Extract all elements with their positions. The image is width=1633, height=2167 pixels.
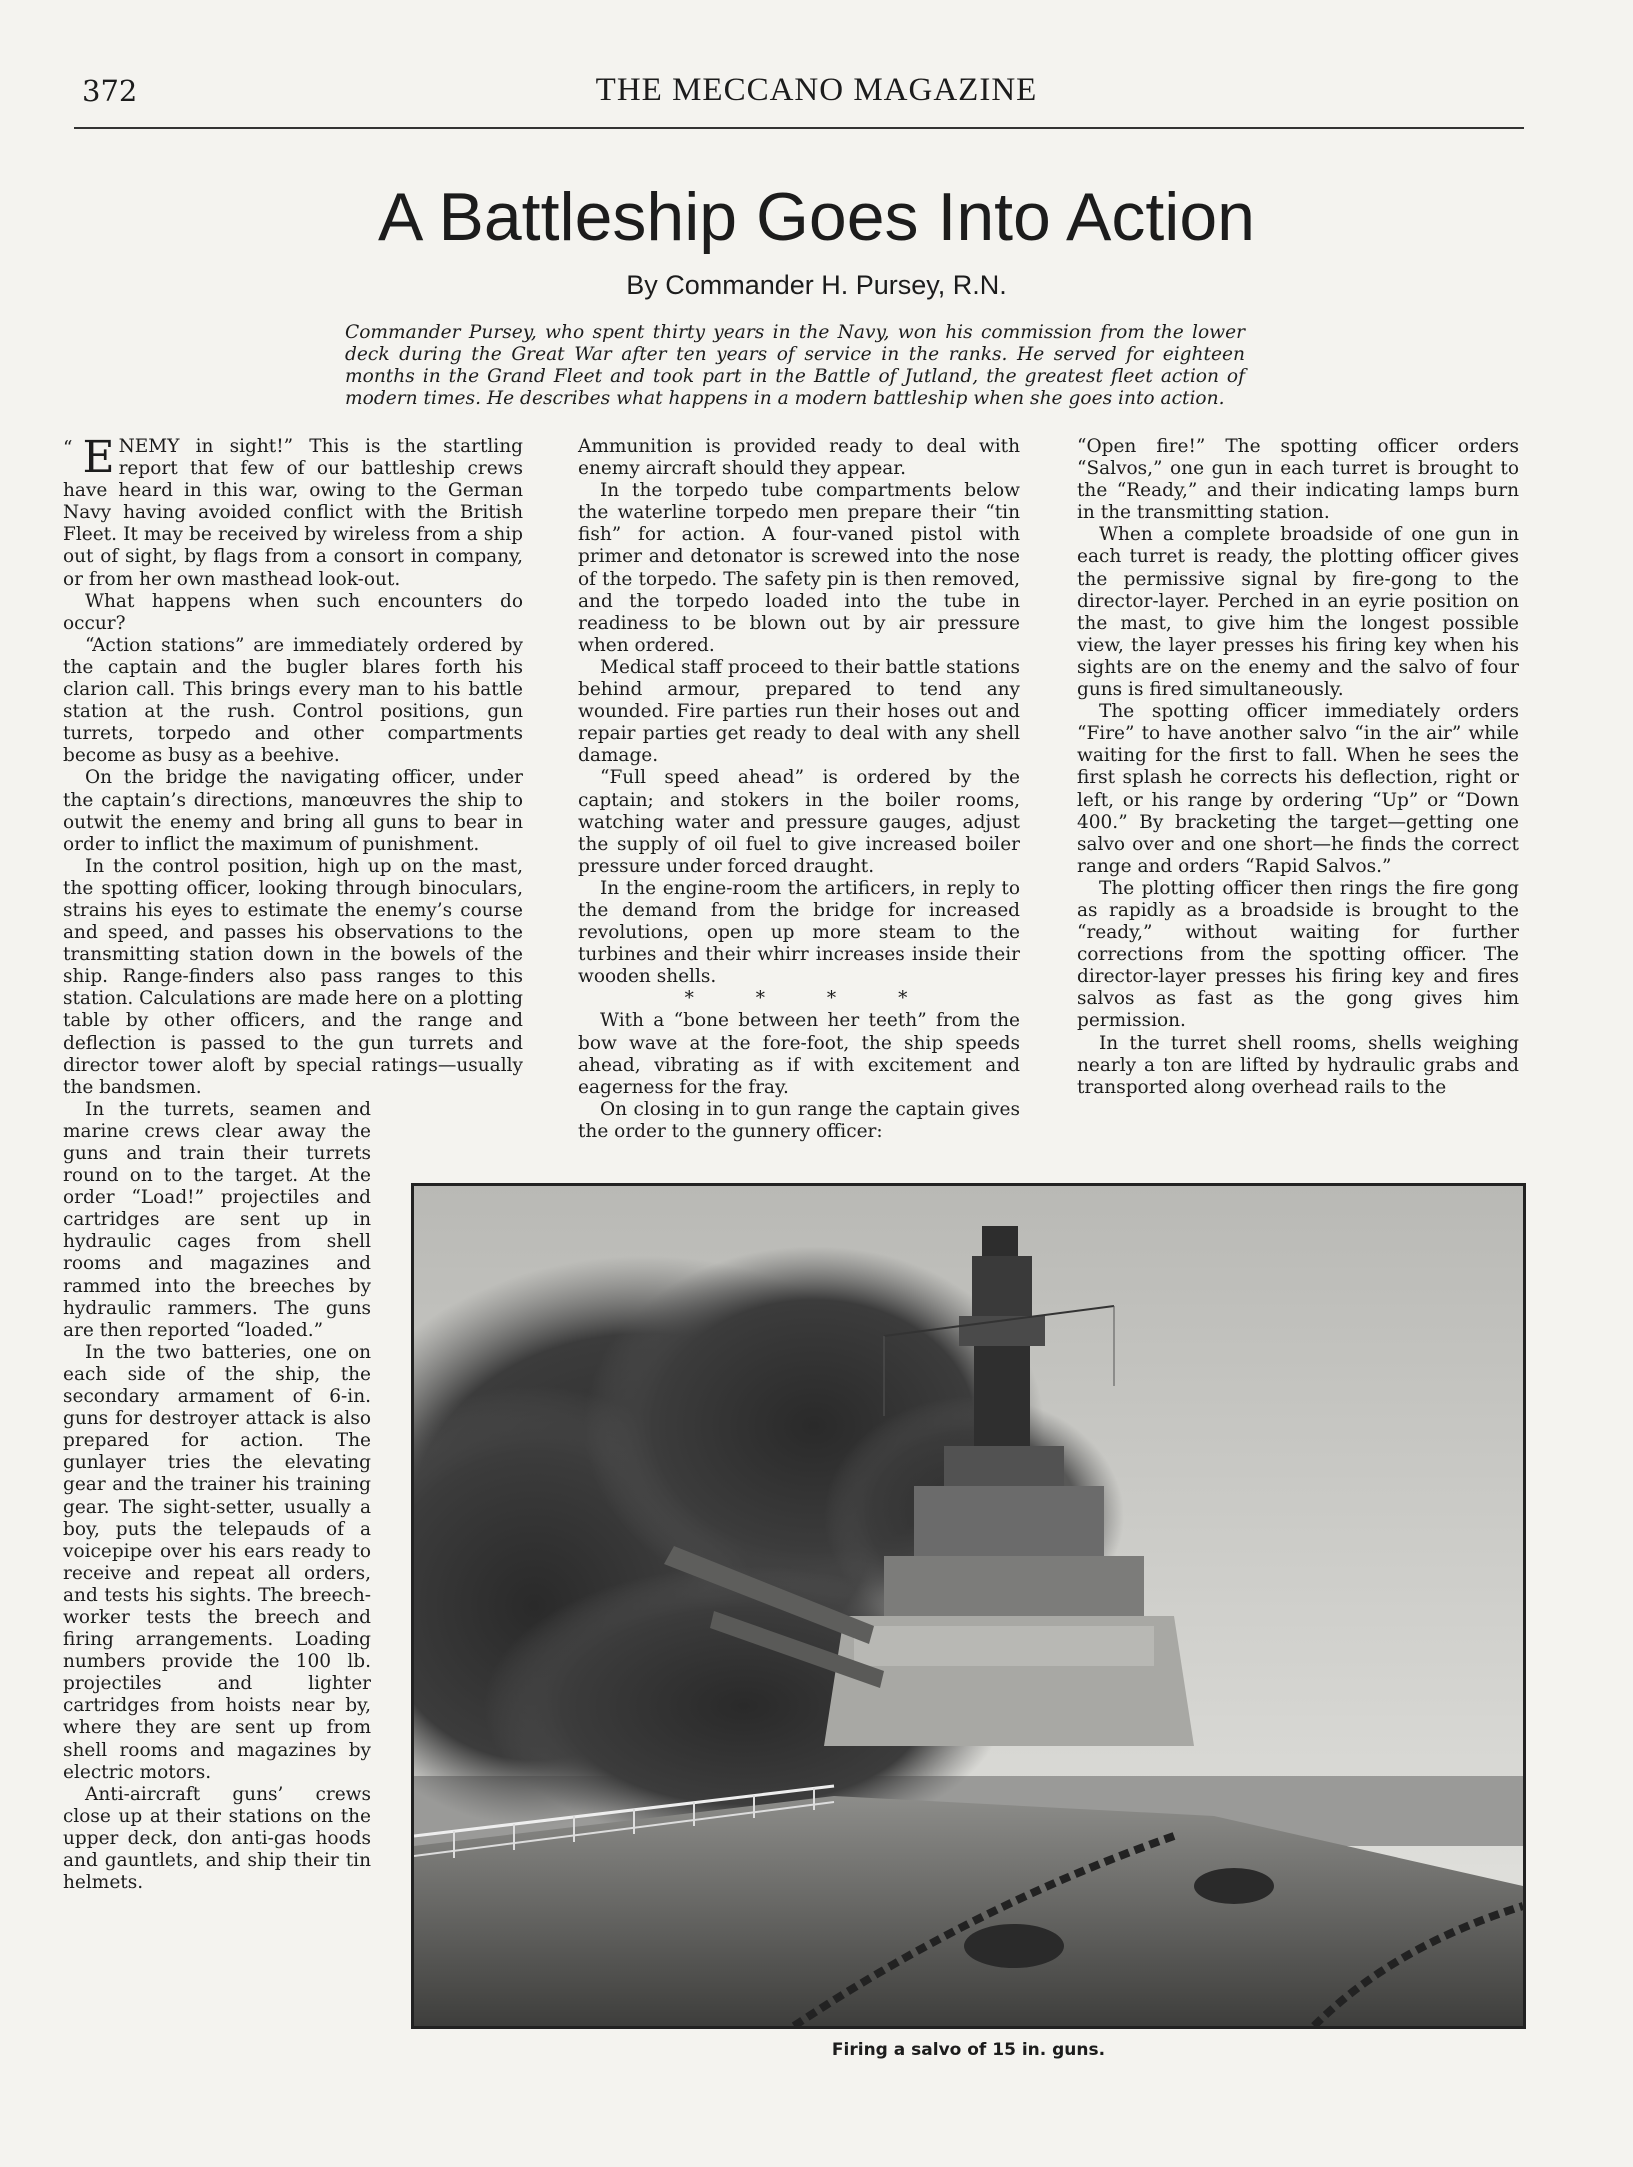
col2-paragraph-6: With a “bone between her teeth” from the bow wave at the fore-foot, the ship speeds ahead, vibrating as if with excitement and eagerness for the fray. bbox=[578, 1010, 1020, 1098]
battleship-photo bbox=[411, 1183, 1526, 2029]
col1-paragraph-8: Anti-aircraft guns’ crews close up at their stations on the upper deck, don anti-gas hoods and gauntlets, and ship their tin helmets. bbox=[63, 1783, 371, 1894]
col1-p1-text: NEMY in sight!” This is the startling report that few of our battleship crews have heard in this war, owing to the German Navy having avoided conflict with the British Fleet. It may be received by wireless from a ship out of sight, by flags from a consort in company, or from her own masthead look-out. bbox=[63, 436, 523, 590]
drop-cap: E bbox=[82, 432, 115, 483]
magazine-title: THE MECCANO MAGAZINE bbox=[595, 72, 1038, 108]
col1-paragraph-5: In the control position, high up on the mast, the spotting officer, looking through binoculars, strains his eyes to estimate the enemy’s course and speed, and passes his observations to the transmitting station down in the bowels of the ship. Range-finders also pass ranges to this station. Calculations are made here on a plotting table by other officers, and the range and deflection is passed to the gun turrets and director tower aloft by special ratings—usually the bandsmen. bbox=[63, 855, 523, 1098]
col2-paragraph-5: In the engine-room the artificers, in reply to the demand from the bridge for increased revolutions, open up more steam to the turbines and their whirr increases inside their wooden shells. bbox=[578, 877, 1020, 988]
col3-paragraph-3: The spotting officer immediately orders “Fire” to have another salvo “in the air” while waiting for the first to fall. When he sees the first splash he corrects his deflection, right or left, or his range by ordering “Up” or “Down 400.” By bracketing the target—getting one salvo over and one short—he finds the correct range and orders “Rapid Salvos.” bbox=[1077, 701, 1519, 877]
col1-paragraph-2: What happens when such encounters do occur? bbox=[63, 590, 523, 634]
col1-paragraph-4: On the bridge the navigating officer, under the captain’s directions, manœuvres the ship to outwit the enemy and bring all guns to bear in order to inflict the maximum of punishment. bbox=[63, 767, 523, 855]
opening-quote: “ bbox=[63, 438, 73, 459]
col1-paragraph-6: In the turrets, seamen and marine crews clear away the guns and train their turrets round on to the target. At the order “Load!” projectiles and cartridges are sent up in hydraulic cages from shell rooms and magazines and rammed into the breeches by hydraulic rammers. The guns are then reported “loaded.” bbox=[63, 1098, 371, 1341]
col2-paragraph-4: “Full speed ahead” is ordered by the captain; and stokers in the boiler rooms, watching water and pressure gauges, adjust the supply of oil fuel to give increased boiler pressure under forced draught. bbox=[578, 767, 1020, 877]
col3-paragraph-4: The plotting officer then rings the fire gong as rapidly as a broadside is brought to the “ready,” without waiting for further corrections from the spotting officer. The director-layer presses his firing key and fires salvos as fast as the gong gives him permission. bbox=[1077, 877, 1519, 1032]
article-byline: By Commander H. Pursey, R.N. bbox=[626, 270, 1007, 300]
col1-paragraph-7: In the two batteries, one on each side of the ship, the secondary armament of 6-in. guns for destroyer attack is also prepared for action. The gunlayer tries the elevating gear and the trainer his training gear. The sight-setter, usually a boy, puts the telepauds of a voicepipe over his ears ready to receive and repeat all orders, and tests his sights. The breech-worker tests the breech and firing arrangements. Loading numbers provide the 100 lb. projectiles and lighter cartridges from hoists near by, where they are sent up from shell rooms and magazines by electric motors. bbox=[63, 1341, 371, 1783]
figure-caption: Firing a salvo of 15 in. guns. bbox=[831, 2040, 1106, 2060]
header-rule bbox=[74, 127, 1524, 129]
col2-paragraph-3: Medical staff proceed to their battle stations behind armour, prepared to tend any wounded. Fire parties run their hoses out and repair parties get ready to deal with any shell damage. bbox=[578, 656, 1020, 767]
column-2 bbox=[578, 436, 1020, 1143]
col2-paragraph-2: In the torpedo tube compartments below the waterline torpedo men prepare their “tin fish” for action. A four-vaned pistol with primer and detonator is screwed into the nose of the torpedo. The safety pin is then removed, and the torpedo loaded into the tube in readiness to be blown out by air pressure when ordered. bbox=[578, 480, 1020, 656]
section-separator: * * * * bbox=[684, 988, 936, 1010]
col2-paragraph-1: Ammunition is provided ready to deal with enemy aircraft should they appear. bbox=[578, 436, 1020, 480]
col1-paragraph-3: “Action stations” are immediately ordered by the captain and the bugler blares forth his clarion call. This brings every man to his battle station at the rush. Control positions, gun turrets, torpedo and other compartments become as busy as a beehive. bbox=[63, 634, 523, 767]
col1-paragraph-1 bbox=[63, 432, 523, 591]
column-3 bbox=[1077, 436, 1519, 1099]
col3-paragraph-2: When a complete broadside of one gun in each turret is ready, the plotting officer gives the permissive signal by fire-gong to the director-layer. Perched in an eyrie position on the mast, to give him the longest possible view, the layer presses his firing key when his sights are on the enemy and the salvo of four guns is fired simultaneously. bbox=[1077, 524, 1519, 701]
col2-paragraph-7: On closing in to gun range the captain gives the order to the gunnery officer: bbox=[578, 1098, 1020, 1142]
col3-paragraph-5: In the turret shell rooms, shells weighing nearly a ton are lifted by hydraulic grabs and transported along overhead rails to the bbox=[1077, 1032, 1519, 1098]
col1-narrow-section bbox=[63, 1099, 371, 1894]
article-title: A Battleship Goes Into Action bbox=[378, 179, 1255, 255]
page-number: 372 bbox=[82, 74, 138, 108]
battleship-photo-illustration bbox=[414, 1186, 1523, 2026]
col3-paragraph-1: “Open fire!” The spotting officer orders “Salvos,” one gun in each turret is brought to the “Ready,” and their indicating lamps burn in the transmitting station. bbox=[1077, 436, 1519, 524]
article-intro: Commander Pursey, who spent thirty years in the Navy, won his commission from the lower deck during the Great War after ten years of service in the ranks. He served for eighteen months in the Grand Fleet and took part in the Battle of Jutland, the greatest fleet action of modern times. He describes what happens in a modern battleship when she goes into action. bbox=[345, 322, 1245, 409]
